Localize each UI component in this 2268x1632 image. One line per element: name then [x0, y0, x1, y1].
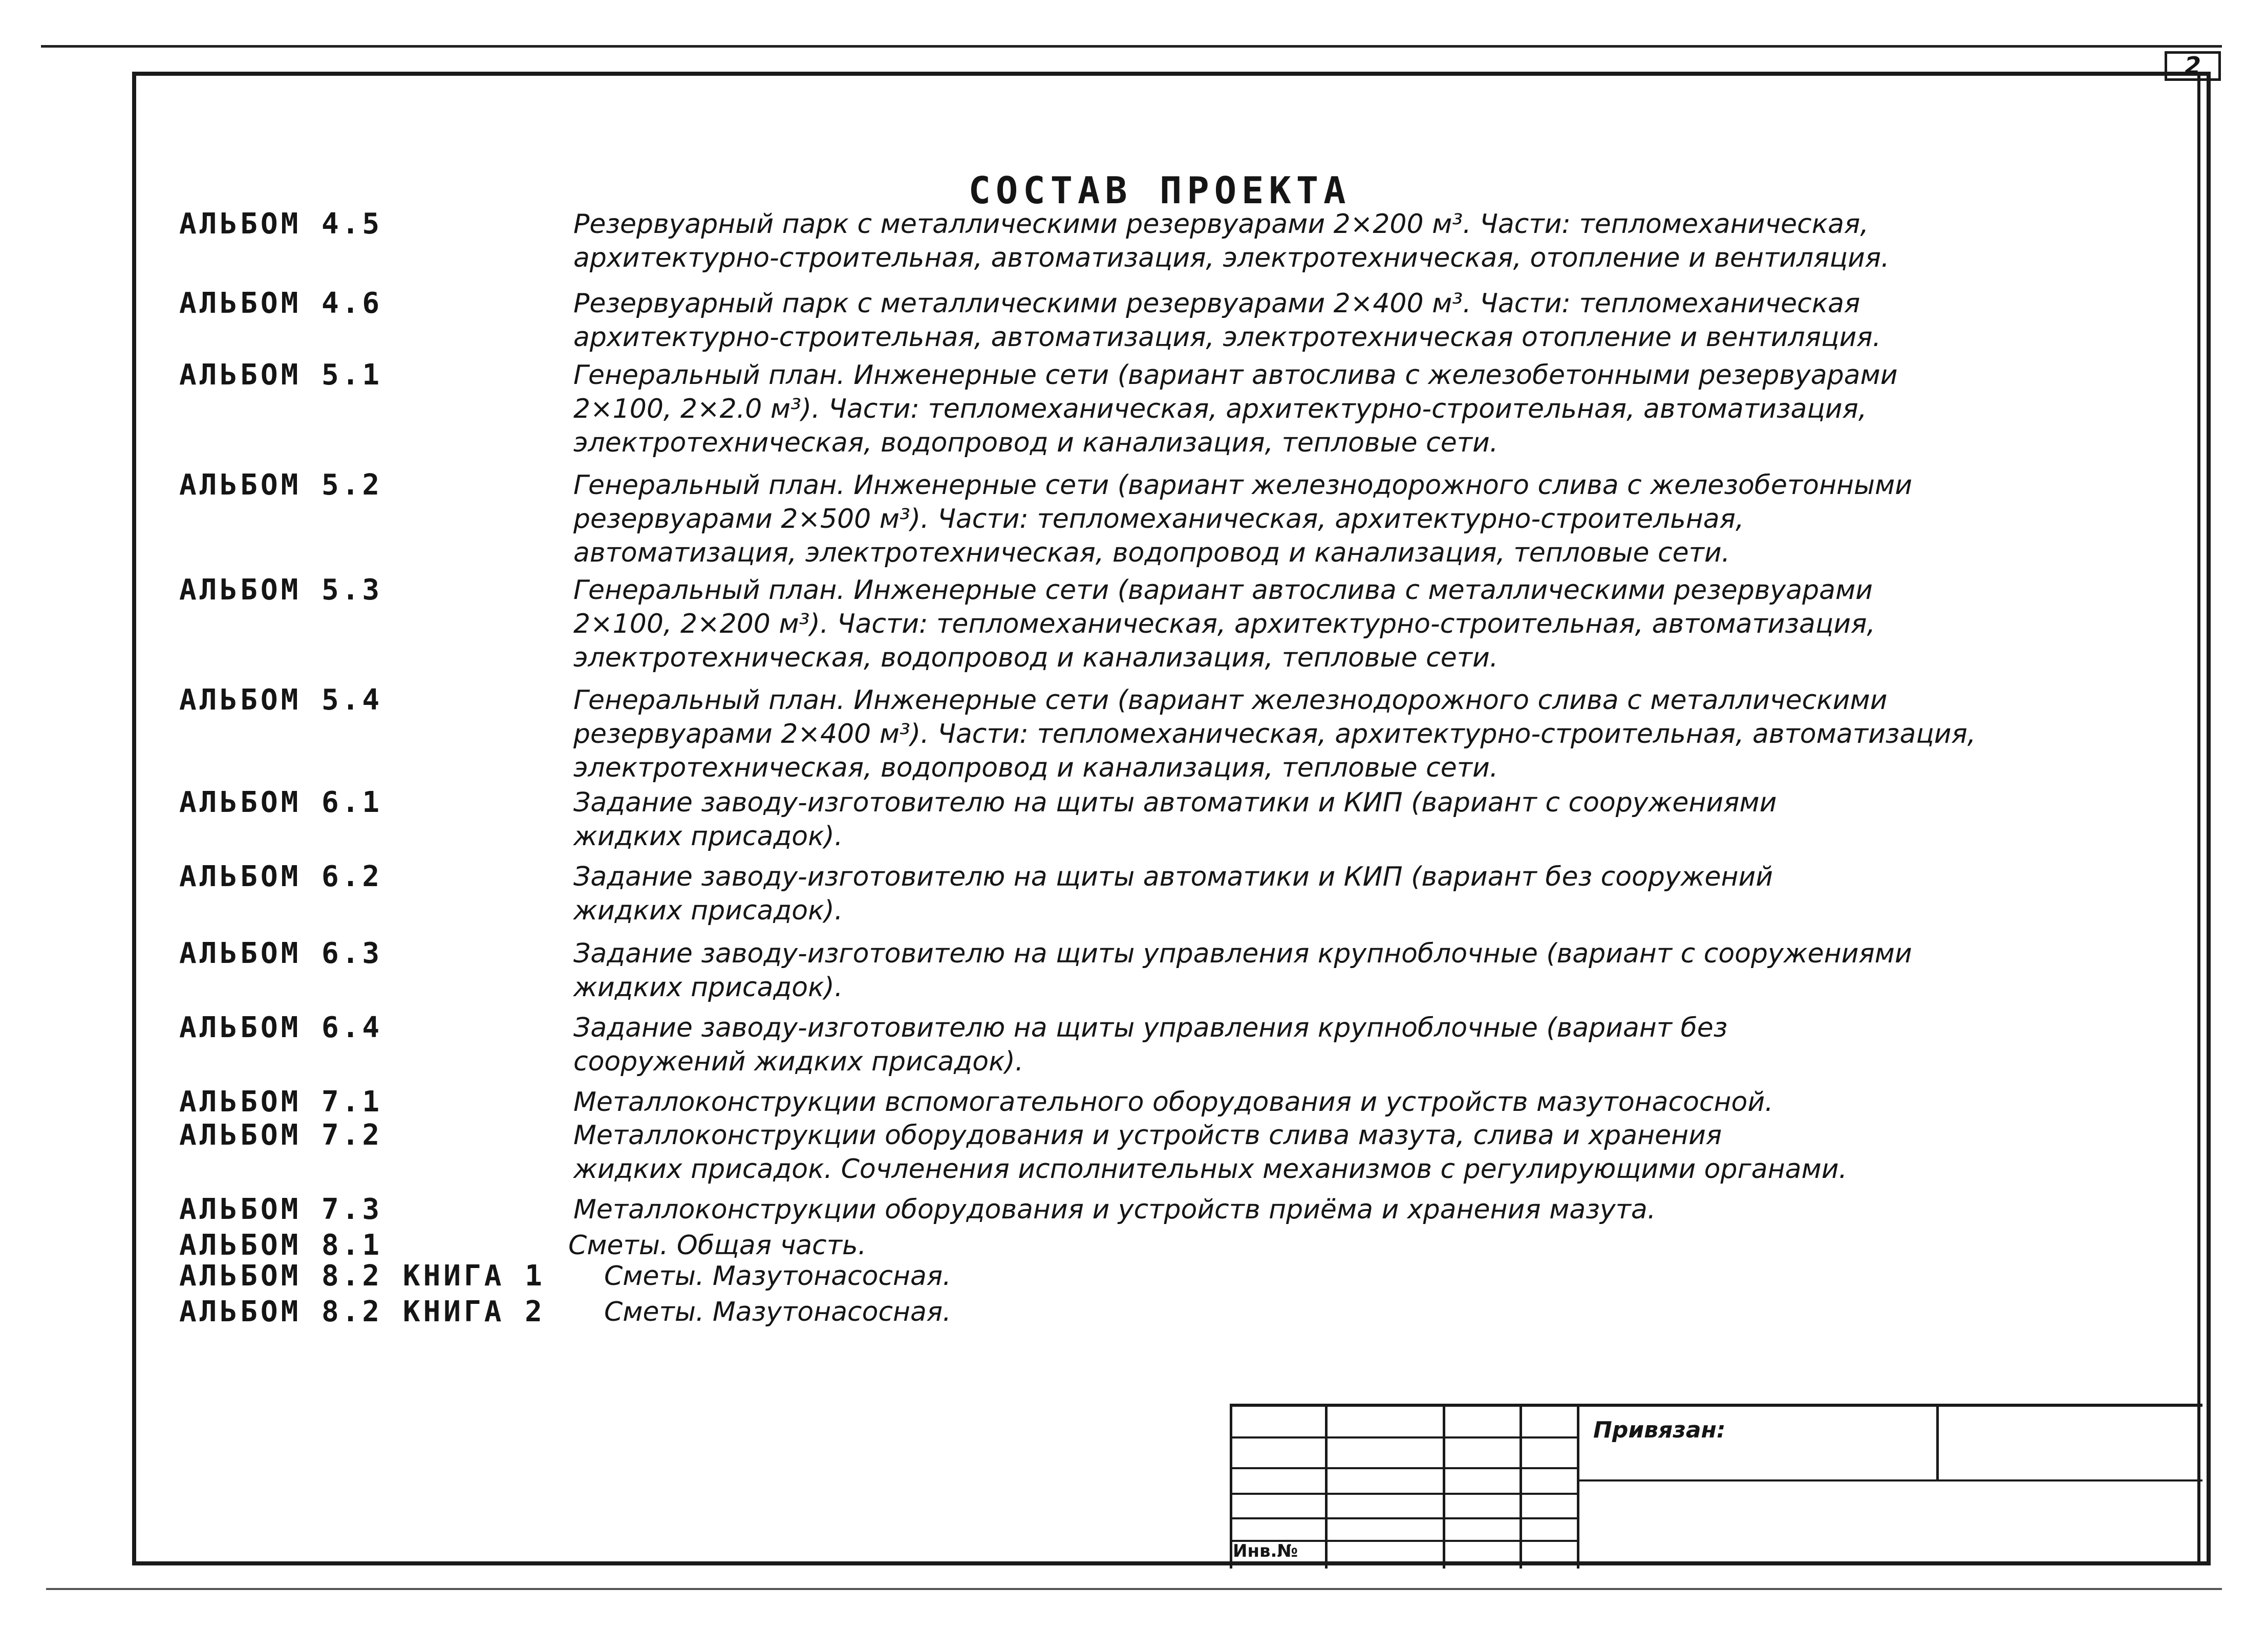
description-line: Сметы. Мазутонасосная. [604, 1261, 951, 1292]
description-line: жидких присадок). [573, 895, 843, 926]
description-line: Задание заводу-изготовителю на щиты автоматики и КИП (вариант с сооружениями [573, 787, 1777, 818]
album-description [573, 937, 2120, 1004]
description-line: жидких присадок. Сочленения исполнительных механизмов с регулирующими органами. [573, 1154, 1848, 1185]
description-line: 2×100, 2×200 м³). Части: тепломеханическая, архитектурно-строительная, автоматизация, [573, 609, 1875, 639]
album-description [573, 358, 2120, 460]
page-title: СОСТАВ ПРОЕКТА [968, 169, 1351, 212]
stamp-divider [1325, 1407, 1328, 1569]
inventory-number-label: Инв.№ [1233, 1541, 1298, 1561]
album-description [573, 207, 2120, 275]
album-description [573, 786, 2120, 853]
description-line: Сметы. Общая часть. [568, 1230, 867, 1261]
album-label: АЛЬБОМ 4.6 [179, 287, 383, 320]
description-line: Задание заводу-изготовителю на щиты управления крупноблочные (вариант с сооружениями [573, 938, 1912, 969]
album-description [573, 1193, 2120, 1227]
bottom-border-line [46, 1588, 2222, 1590]
sheet-number-box [2165, 51, 2221, 81]
album-description [573, 1011, 2120, 1079]
stamp-divider [1936, 1407, 1939, 1479]
description-line: 2×100, 2×2.0 м³). Части: тепломеханическая, архитектурно-строительная, автоматизация, [573, 394, 1867, 424]
description-line: архитектурно-строительная, автоматизация, электротехническая отопление и вентиляция. [573, 322, 1881, 353]
description-line: электротехническая, водопровод и канализация, тепловые сети. [573, 427, 1499, 458]
album-label: АЛЬБОМ 7.1 [179, 1085, 383, 1119]
stamp-divider [1443, 1407, 1445, 1569]
description-line: архитектурно-строительная, автоматизация, электротехническая, отопление и вентиляция. [573, 243, 1890, 273]
album-label: АЛЬБОМ 5.2 [179, 468, 383, 502]
album-label: АЛЬБОМ 4.5 [179, 207, 383, 241]
description-line: автоматизация, электротехническая, водопровод и канализация, тепловые сети. [573, 538, 1730, 568]
description-line: жидких присадок). [573, 972, 843, 1003]
top-border-line [41, 45, 2222, 48]
album-label: АЛЬБОМ 7.3 [179, 1193, 383, 1226]
album-description [568, 1229, 2114, 1262]
album-description [573, 860, 2120, 928]
album-label: АЛЬБОМ 6.2 [179, 860, 383, 893]
description-line: Металлоконструкции вспомогательного оборудования и устройств мазутонасосной. [573, 1087, 1773, 1118]
album-label: АЛЬБОМ 8.2 КНИГА 1 [179, 1259, 545, 1293]
album-label: АЛЬБОМ 6.4 [179, 1011, 383, 1044]
title-block [1230, 1404, 2202, 1565]
album-label: АЛЬБОМ 8.2 КНИГА 2 [179, 1295, 545, 1328]
stamp-row-line [1230, 1467, 1577, 1469]
album-label: АЛЬБОМ 6.1 [179, 786, 383, 819]
description-line: Задание заводу-изготовителю на щиты управления крупноблочные (вариант без [573, 1013, 1728, 1043]
description-line: Металлоконструкции оборудования и устройств слива мазута, слива и хранения [573, 1120, 1722, 1151]
description-line: жидких присадок). [573, 821, 843, 852]
description-line: Резервуарный парк с металлическими резервуарами 2×400 м³. Части: тепломеханическая [573, 288, 1860, 319]
description-line: Генеральный план. Инженерные сети (вариант железнодорожного слива с металлическими [573, 685, 1888, 716]
album-description [604, 1295, 2150, 1329]
stamp-row-line [1230, 1436, 1577, 1438]
album-description [604, 1259, 2150, 1293]
album-description [573, 1119, 2120, 1186]
description-line: Сметы. Мазутонасосная. [604, 1297, 951, 1327]
album-description [573, 287, 2120, 354]
stamp-divider [1230, 1407, 1232, 1569]
album-label: АЛЬБОМ 5.1 [179, 358, 383, 392]
stamp-divider [1577, 1407, 1579, 1569]
description-line: электротехническая, водопровод и канализация, тепловые сети. [573, 642, 1499, 673]
tied-label: Привязан: [1593, 1417, 1726, 1443]
description-line: резервуарами 2×500 м³). Части: тепломеханическая, архитектурно-строительная, [573, 504, 1744, 534]
description-line: Генеральный план. Инженерные сети (вариант автослива с железобетонными резервуарами [573, 360, 1898, 391]
album-description [573, 573, 2120, 675]
description-line: сооружений жидких присадок). [573, 1046, 1024, 1077]
description-line: Генеральный план. Инженерные сети (вариант железнодорожного слива с железобетонными [573, 470, 1913, 501]
stamp-row-line [1577, 1479, 2202, 1481]
album-label: АЛЬБОМ 5.4 [179, 683, 383, 717]
album-label: АЛЬБОМ 7.2 [179, 1119, 383, 1152]
description-line: Резервуарный парк с металлическими резервуарами 2×200 м³. Части: тепломеханическая, [573, 209, 1869, 240]
description-line: резервуарами 2×400 м³). Части: тепломеханическая, архитектурно-строительная, автоматизация, [573, 719, 1976, 749]
album-label: АЛЬБОМ 8.1 [179, 1229, 383, 1262]
description-line: электротехническая, водопровод и канализация, тепловые сети. [573, 753, 1499, 783]
stamp-divider [1520, 1407, 1522, 1569]
album-label: АЛЬБОМ 5.3 [179, 573, 383, 607]
album-description [573, 683, 2120, 785]
album-label: АЛЬБОМ 6.3 [179, 937, 383, 970]
album-description [573, 1085, 2120, 1119]
description-line: Задание заводу-изготовителю на щиты автоматики и КИП (вариант без сооружений [573, 862, 1773, 892]
description-line: Металлоконструкции оборудования и устройств приёма и хранения мазута. [573, 1194, 1656, 1225]
description-line: Генеральный план. Инженерные сети (вариант автослива с металлическими резервуарами [573, 575, 1873, 606]
stamp-row-line [1230, 1517, 1577, 1519]
album-description [573, 468, 2120, 570]
stamp-row-line [1230, 1493, 1577, 1495]
frame-right-double-line [2197, 72, 2200, 1565]
sheet-number: 2 [2184, 52, 2201, 79]
